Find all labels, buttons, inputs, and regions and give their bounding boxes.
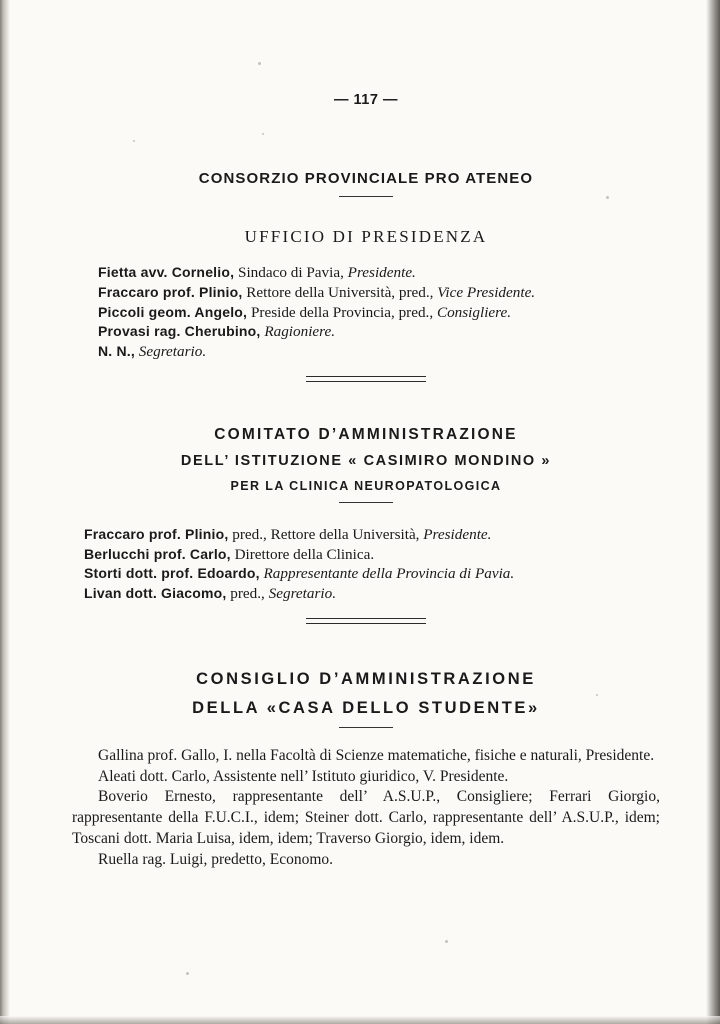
entry-title: Vice Presidente. xyxy=(437,283,536,301)
paragraph: Boverio Ernesto, rappresentante dell’ A.S.U.P., Consigliere; Ferrari Giorgio, rappresentante della F.U.C.I., idem; Steiner dott. Carlo, rappresentante dell’ A.S.U.P., idem; Toscani dott. Maria Luisa, idem, idem; Traverso Giorgio, idem, idem. xyxy=(72,788,660,847)
section-2-title-line2: DELL’ ISTITUZIONE « CASIMIRO MONDINO » xyxy=(180,452,552,469)
list-item xyxy=(72,564,660,584)
section-1-entries xyxy=(72,263,660,362)
entry-name: Fraccaro prof. Plinio, xyxy=(84,525,229,542)
entry-name: Storti dott. prof. Edoardo, xyxy=(84,565,260,582)
list-item xyxy=(72,263,660,283)
entry-title: Ragioniere. xyxy=(264,323,336,341)
entry-role: Sindaco di Pavia, xyxy=(234,264,348,281)
entry-role: Preside della Provincia, pred., xyxy=(247,303,437,321)
entry-title: Presidente. xyxy=(423,525,492,543)
entry-title: Segretario. xyxy=(138,343,207,360)
entry-name: Fietta avv. Cornelio, xyxy=(98,264,235,280)
entry-title: Segretario. xyxy=(268,585,337,602)
section-3-title-line1: CONSIGLIO D’AMMINISTRAZIONE xyxy=(196,669,536,688)
entry-role: pred., xyxy=(226,585,269,602)
paragraph: Ruella rag. Luigi, predetto, Economo. xyxy=(98,850,334,868)
list-item xyxy=(72,322,660,342)
list-item xyxy=(72,303,660,323)
list-item xyxy=(72,545,660,565)
list-item xyxy=(72,283,660,303)
section-divider xyxy=(306,618,426,624)
list-item xyxy=(72,584,660,604)
entry-role: pred., Rettore della Università, xyxy=(228,525,424,543)
section-3-paragraphs xyxy=(72,746,660,871)
section-2-title-line3: PER LA CLINICA NEUROPATOLOGICA xyxy=(230,478,502,493)
entry-title: Presidente. xyxy=(347,264,416,281)
section-2-entries xyxy=(72,525,660,604)
title-rule xyxy=(339,727,393,728)
list-item xyxy=(72,525,660,545)
paragraph: Gallina prof. Gallo, I. nella Facoltà di Scienze matematiche, fisiche e naturali, Presidente. xyxy=(98,746,655,764)
section-1-title: CONSORZIO PROVINCIALE PRO ATENEO xyxy=(198,170,534,187)
page-content xyxy=(72,0,660,1024)
section-1-subtitle: UFFICIO DI PRESIDENZA xyxy=(244,227,488,246)
title-rule xyxy=(339,502,393,503)
page-folio: — 117 — xyxy=(334,92,398,108)
list-item xyxy=(72,342,660,362)
section-3-title-line2: DELLA «CASA DELLO STUDENTE» xyxy=(192,698,540,717)
page-right-edge-shadow xyxy=(706,0,720,1024)
section-2-title-line1: COMITATO D’AMMINISTRAZIONE xyxy=(214,425,518,443)
section-divider xyxy=(306,376,426,382)
entry-name: Piccoli geom. Angelo, xyxy=(98,303,248,320)
entry-name: Berlucchi prof. Carlo, xyxy=(84,545,231,562)
entry-name: Fraccaro prof. Plinio, xyxy=(98,283,243,300)
entry-title: Rappresentante della Provincia di Pavia. xyxy=(263,565,515,583)
entry-name: N. N., xyxy=(98,343,135,359)
paragraph: Aleati dott. Carlo, Assistente nell’ Istituto giuridico, V. Presidente. xyxy=(98,767,509,785)
entry-role: Rettore della Università, pred., xyxy=(242,283,438,301)
entry-role: Direttore della Clinica. xyxy=(230,545,375,563)
entry-name: Livan dott. Giacomo, xyxy=(84,585,227,601)
entry-name: Provasi rag. Cherubino, xyxy=(98,323,261,340)
title-rule xyxy=(339,196,393,197)
page-left-edge-shadow xyxy=(0,0,10,1024)
entry-title: Consigliere. xyxy=(436,303,512,321)
